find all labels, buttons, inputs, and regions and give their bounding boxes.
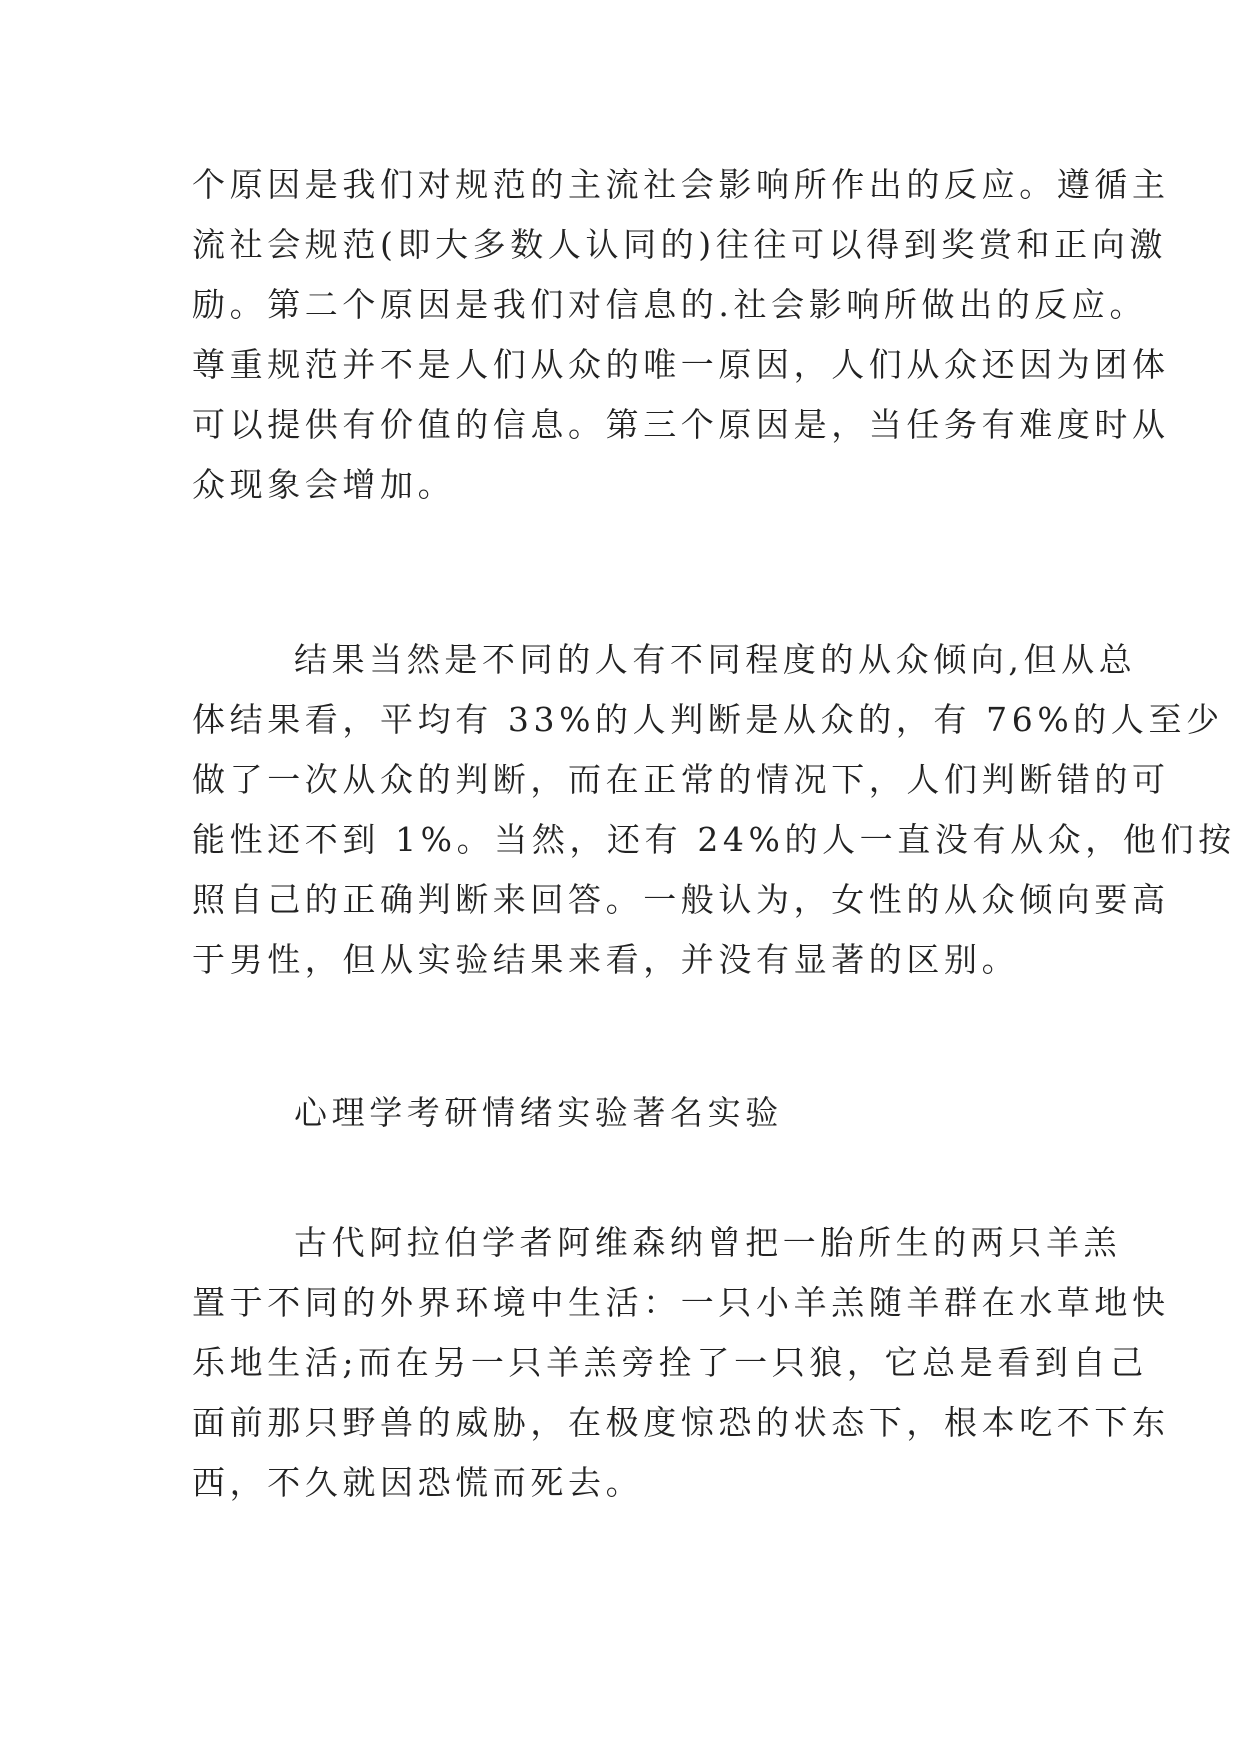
text-line: 置于不同的外界环境中生活：一只小羊羔随羊群在水草地快 — [192, 1283, 1170, 1322]
paragraph-lamb-experiment — [192, 1213, 1170, 1513]
text-line: 做了一次从众的判断，而在正常的情况下，人们判断错的可 — [192, 760, 1170, 799]
text-line: 个原因是我们对规范的主流社会影响所作出的反应。遵循主 — [192, 165, 1170, 204]
text-line: 众现象会增加。 — [192, 465, 456, 504]
text-line: 流社会规范(即大多数人认同的)往往可以得到奖赏和正向激 — [192, 225, 1167, 264]
text-line: 照自己的正确判断来回答。一般认为，女性的从众倾向要高 — [192, 880, 1170, 919]
text-line: 励。第二个原因是我们对信息的.社会影响所做出的反应。 — [192, 285, 1148, 324]
text-line: 面前那只野兽的威胁，在极度惊恐的状态下，根本吃不下东 — [192, 1403, 1170, 1442]
text-line: 于男性，但从实验结果来看，并没有显著的区别。 — [192, 940, 1020, 979]
paragraph-conformity-reasons — [192, 155, 1170, 515]
text-line: 能性还不到 1%。当然，还有 24%的人一直没有从众，他们按 — [192, 820, 1236, 859]
paragraph-experiment-results — [192, 630, 1236, 990]
text-line: 结果当然是不同的人有不同程度的从众倾向,但从总 — [294, 640, 1137, 679]
section-heading — [192, 1083, 1062, 1143]
text-line: 乐地生活;而在另一只羊羔旁拴了一只狼，它总是看到自己 — [192, 1343, 1148, 1382]
text-line: 体结果看，平均有 33%的人判断是从众的，有 76%的人至少 — [192, 700, 1224, 739]
text-line: 古代阿拉伯学者阿维森纳曾把一胎所生的两只羊羔 — [294, 1223, 1122, 1262]
heading-text: 心理学考研情绪实验著名实验 — [294, 1093, 783, 1132]
text-line: 可以提供有价值的信息。第三个原因是，当任务有难度时从 — [192, 405, 1170, 444]
text-line: 尊重规范并不是人们从众的唯一原因，人们从众还因为团体 — [192, 345, 1170, 384]
text-line: 西，不久就因恐慌而死去。 — [192, 1463, 644, 1502]
